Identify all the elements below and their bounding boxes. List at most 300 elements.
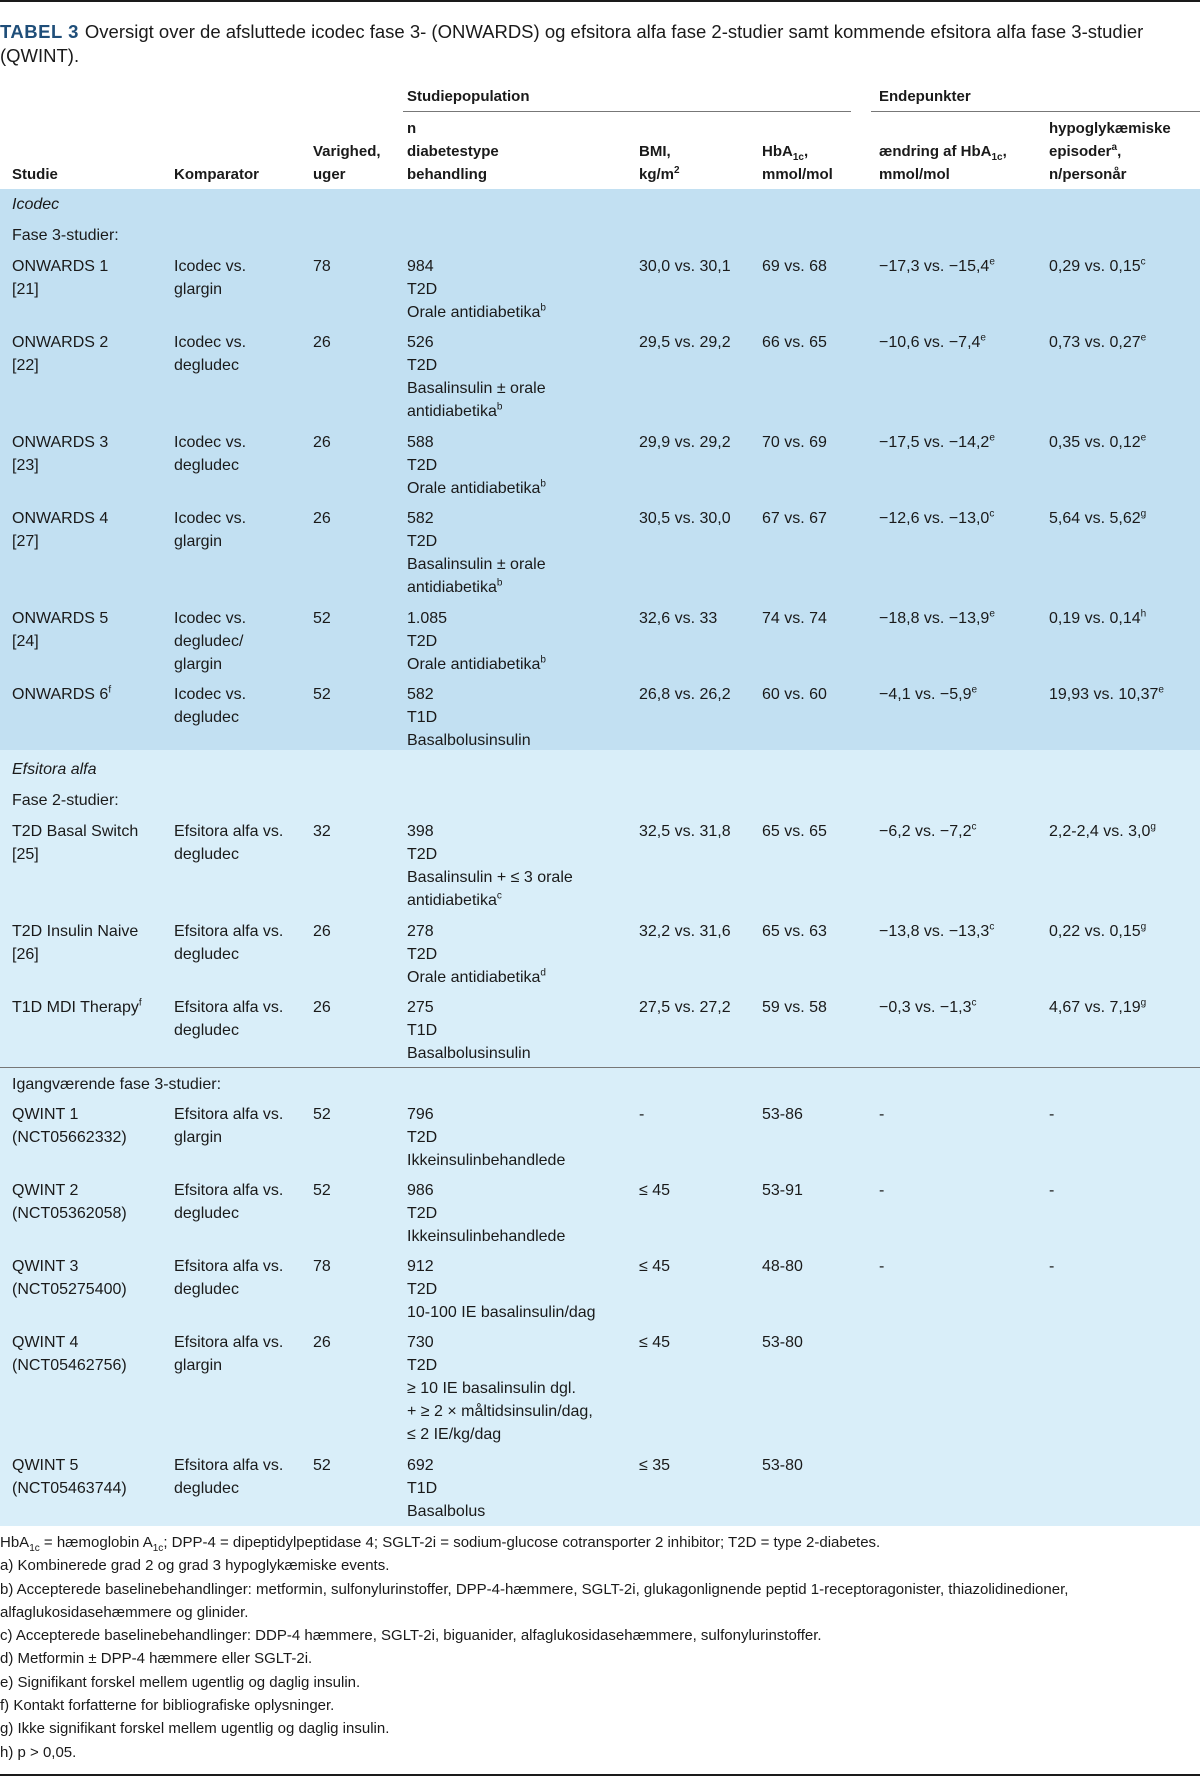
study-line: [26] [12, 946, 39, 963]
population-line: T2D [407, 633, 438, 650]
col-header-change: ændring af HbA$_{1c}$, mmol/mol [879, 143, 1007, 183]
change-value: - [879, 1182, 885, 1199]
bmi-value: 27,5 vs. 27,2 [639, 999, 731, 1016]
comparator-line: Efsitora alfa vs. [174, 1457, 284, 1474]
hba1c-value: 74 vs. 74 [762, 610, 827, 627]
study-line: QWINT 4 [12, 1334, 79, 1351]
cell-study [12, 607, 108, 653]
population-line: T2D [407, 1129, 438, 1146]
population-line: T2D [407, 1205, 438, 1222]
cell-comparator [174, 255, 246, 301]
hypo-value: - [1049, 1182, 1055, 1199]
cell-duration [313, 1331, 331, 1354]
cell-hypo [1049, 255, 1146, 278]
cell-study [12, 507, 108, 553]
comparator-line: Icodec vs. [174, 334, 247, 351]
population-line: 275 [407, 999, 434, 1016]
duration-value: 52 [313, 610, 331, 627]
cell-comparator [174, 1331, 283, 1377]
comparator-line: glargin [174, 1129, 223, 1146]
section-subtitle-ongoing: Igangværende fase 3-studier: [12, 1076, 222, 1093]
population-line: Ikkeinsulinbehandlede [407, 1228, 566, 1245]
bmi-value: ≤ 35 [639, 1457, 671, 1474]
cell-study [12, 331, 108, 377]
cell-duration [313, 1179, 331, 1202]
cell-bmi [639, 1179, 670, 1202]
duration-value: 52 [313, 1457, 331, 1474]
comparator-line: Icodec vs. [174, 434, 247, 451]
table-caption [0, 20, 1160, 68]
cell-hypo [1049, 331, 1146, 354]
cell-hba1c-change [879, 996, 977, 1019]
bmi-value: ≤ 45 [639, 1182, 671, 1199]
study-line: [27] [12, 533, 39, 550]
cell-population [407, 683, 531, 752]
cell-hba1c [762, 1103, 803, 1126]
cell-hba1c-change [879, 920, 994, 943]
top-rule [0, 0, 1200, 2]
cell-duration [313, 607, 331, 630]
hba1c-value: 67 vs. 67 [762, 510, 827, 527]
population-line: 582 [407, 686, 434, 703]
comparator-line: glargin [174, 1357, 223, 1374]
duration-value: 78 [313, 1258, 331, 1275]
hba1c-value: 66 vs. 65 [762, 334, 827, 351]
duration-value: 26 [313, 1334, 331, 1351]
hypo-value: 0,22 vs. 0,15$^g$ [1049, 921, 1147, 940]
duration-value: 52 [313, 686, 331, 703]
comparator-line: Efsitora alfa vs. [174, 1258, 284, 1275]
cell-hba1c [762, 255, 827, 278]
hypo-value: 0,29 vs. 0,15$^c$ [1049, 256, 1146, 275]
comparator-line: degludec [174, 357, 239, 374]
cell-hba1c-change [879, 1255, 884, 1278]
cell-hypo [1049, 996, 1146, 1019]
study-line: (NCT05362058) [12, 1205, 127, 1222]
population-line: Orale antidiabetika$^d$ [407, 967, 546, 986]
footnote-f: f) Kontakt forfatterne for bibliografiske oplysninger. [0, 1697, 335, 1715]
population-line: Basalinsulin + ≤ 3 orale [407, 869, 573, 886]
cell-bmi [639, 1103, 644, 1126]
comparator-line: degludec/ [174, 633, 244, 650]
footnote-e: e) Signifikant forskel mellem ugentlig og daglig insulin. [0, 1673, 361, 1691]
col-header-hypo: hypoglykæmiske episoder$^a$, n/personår [1049, 120, 1171, 183]
cell-comparator [174, 607, 246, 676]
population-line: 730 [407, 1334, 434, 1351]
hba1c-value: 53-91 [762, 1182, 803, 1199]
study-line: [24] [12, 633, 39, 650]
ongoing-separator [0, 1067, 1200, 1068]
cell-hba1c-change [879, 507, 994, 530]
population-line: + ≥ 2 × måltidsinsulin/dag, [407, 1403, 593, 1420]
hba1c-value: 65 vs. 63 [762, 923, 827, 940]
study-line: (NCT05662332) [12, 1129, 127, 1146]
cell-study [12, 996, 142, 1019]
cell-hba1c-change [879, 683, 977, 706]
population-line: Basalbolusinsulin [407, 1045, 531, 1062]
population-line: 10-100 IE basalinsulin/dag [407, 1304, 596, 1321]
cell-population [407, 1255, 596, 1324]
cell-comparator [174, 507, 246, 553]
col-header-comparator: Komparator [174, 166, 260, 183]
cell-duration [313, 920, 331, 943]
population-line: antidiabetika$^b$ [407, 401, 503, 420]
cell-duration [313, 683, 331, 706]
footnote-d: d) Metformin ± DPP-4 hæmmere eller SGLT-2i. [0, 1650, 313, 1668]
section-title-icodec: Icodec [12, 196, 60, 213]
cell-population [407, 996, 531, 1065]
study-line: ONWARDS 5 [12, 610, 109, 627]
footnote-c: c) Accepterede baselinebehandlinger: DDP-4 hæmmere, SGLT-2i, biguanider, alfaglukosidasehæmmere, sulfonylurinstoffer. [0, 1627, 822, 1645]
population-line: T1D [407, 1022, 438, 1039]
comparator-line: Efsitora alfa vs. [174, 1182, 284, 1199]
comparator-line: degludec [174, 709, 239, 726]
population-line: 526 [407, 334, 434, 351]
population-line: 582 [407, 510, 434, 527]
cell-population [407, 920, 546, 989]
cell-hba1c-change [879, 820, 977, 843]
cell-population [407, 607, 546, 676]
hba1c-value: 60 vs. 60 [762, 686, 827, 703]
population-line: T1D [407, 709, 438, 726]
cell-comparator [174, 1179, 283, 1225]
population-line: Basalinsulin ± orale [407, 380, 546, 397]
hypo-value: 5,64 vs. 5,62$^g$ [1049, 508, 1147, 527]
population-line: 796 [407, 1106, 434, 1123]
population-line: 986 [407, 1182, 434, 1199]
bmi-value: ≤ 45 [639, 1258, 671, 1275]
study-line: ONWARDS 4 [12, 510, 109, 527]
population-line: T2D [407, 1281, 438, 1298]
hba1c-value: 59 vs. 58 [762, 999, 827, 1016]
cell-bmi [639, 1331, 670, 1354]
caption-label: TABEL 3 [0, 21, 79, 42]
population-line: T2D [407, 533, 438, 550]
hba1c-value: 69 vs. 68 [762, 258, 827, 275]
cell-duration [313, 1103, 331, 1126]
footnote-b: b) Accepterede baselinebehandlinger: metformin, sulfonylurinstoffer, DPP-4-hæmmere, SGLT-2i, glukagonlignende peptid 1-receptoragonister, thiazolidinedioner, alfaglukosidasehæmmere og glinider. [0, 1580, 1069, 1621]
cell-study [12, 1331, 127, 1377]
population-line: Basalinsulin ± orale [407, 556, 546, 573]
population-line: T2D [407, 457, 438, 474]
population-line: 278 [407, 923, 434, 940]
hba1c-value: 65 vs. 65 [762, 823, 827, 840]
bmi-value: 29,9 vs. 29,2 [639, 434, 731, 451]
comparator-line: degludec [174, 846, 239, 863]
population-line: T2D [407, 281, 438, 298]
duration-value: 26 [313, 334, 331, 351]
study-line: ONWARDS 3 [12, 434, 109, 451]
change-value: −0,3 vs. −1,3$^c$ [879, 997, 977, 1016]
population-line: 1.085 [407, 610, 448, 627]
study-line: (NCT05275400) [12, 1281, 127, 1298]
population-line: T2D [407, 946, 438, 963]
cell-bmi [639, 431, 731, 454]
cell-study [12, 683, 111, 706]
bmi-value: 30,0 vs. 30,1 [639, 258, 731, 275]
cell-hypo [1049, 1179, 1054, 1202]
study-line: QWINT 5 [12, 1457, 79, 1474]
cell-population [407, 331, 546, 423]
cell-hba1c-change [879, 1179, 884, 1202]
study-line: [22] [12, 357, 39, 374]
study-line: QWINT 1 [12, 1106, 79, 1123]
population-line: antidiabetika$^b$ [407, 577, 503, 596]
cell-bmi [639, 507, 731, 530]
study-line: T1D MDI Therapy$^f$ [12, 997, 142, 1016]
cell-population [407, 1103, 565, 1172]
cell-study [12, 820, 138, 866]
cell-hba1c [762, 607, 827, 630]
study-line: ONWARDS 2 [12, 334, 109, 351]
footnote-h: h) p > 0,05. [0, 1743, 77, 1761]
cell-hba1c [762, 1255, 803, 1278]
footnotes [0, 1531, 1196, 1764]
bmi-value: 32,6 vs. 33 [639, 610, 718, 627]
comparator-line: Icodec vs. [174, 610, 247, 627]
comparator-line: glargin [174, 656, 223, 673]
study-line: (NCT05463744) [12, 1480, 127, 1497]
duration-value: 52 [313, 1106, 331, 1123]
cell-hba1c [762, 996, 827, 1019]
cell-bmi [639, 820, 731, 843]
cell-duration [313, 507, 331, 530]
population-line: Basalbolusinsulin [407, 732, 531, 749]
cell-hba1c [762, 1454, 803, 1477]
comparator-line: Efsitora alfa vs. [174, 923, 284, 940]
change-value: - [879, 1258, 885, 1275]
comparator-line: degludec [174, 946, 239, 963]
comparator-line: Efsitora alfa vs. [174, 999, 284, 1016]
cell-hypo [1049, 431, 1146, 454]
hba1c-value: 53-80 [762, 1457, 803, 1474]
section-subtitle-efsitora: Fase 2-studier: [12, 792, 119, 809]
population-line: 692 [407, 1457, 434, 1474]
cell-study [12, 1255, 127, 1301]
col-header-duration: Varighed, uger [313, 143, 381, 183]
hba1c-value: 53-80 [762, 1334, 803, 1351]
cell-bmi [639, 1255, 670, 1278]
population-line: antidiabetika$^c$ [407, 890, 502, 909]
cell-study [12, 431, 108, 477]
cell-hba1c [762, 683, 827, 706]
comparator-line: Efsitora alfa vs. [174, 823, 284, 840]
population-line: 398 [407, 823, 434, 840]
col-header-hba1c: HbA$_{1c}$, mmol/mol [762, 143, 833, 183]
cell-hba1c-change [879, 255, 995, 278]
bmi-value: 26,8 vs. 26,2 [639, 686, 731, 703]
footnote-g: g) Ikke signifikant forskel mellem ugentlig og daglig insulin. [0, 1720, 390, 1738]
study-line: T2D Insulin Naive [12, 923, 139, 940]
study-line: QWINT 2 [12, 1182, 79, 1199]
footnote-a: a) Kombinerede grad 2 og grad 3 hypoglykæmiske events. [0, 1557, 390, 1575]
study-line: QWINT 3 [12, 1258, 79, 1275]
comparator-line: degludec [174, 1281, 239, 1298]
hypo-value: - [1049, 1258, 1055, 1275]
cell-hba1c-change [879, 1103, 884, 1126]
bmi-value: 29,5 vs. 29,2 [639, 334, 731, 351]
cell-bmi [639, 607, 717, 630]
hypo-value: 2,2-2,4 vs. 3,0$^g$ [1049, 821, 1156, 840]
population-line: Orale antidiabetika$^b$ [407, 654, 546, 673]
population-line: Orale antidiabetika$^b$ [407, 302, 546, 321]
change-value: −17,3 vs. −15,4$^e$ [879, 256, 995, 275]
change-value: −18,8 vs. −13,9$^e$ [879, 608, 995, 627]
cell-study [12, 1103, 127, 1149]
cell-study [12, 1454, 127, 1500]
hypo-value: 0,73 vs. 0,27e [1049, 332, 1147, 351]
hypo-value: 0,19 vs. 0,14$^h$ [1049, 608, 1147, 627]
study-line: (NCT05462756) [12, 1357, 127, 1374]
cell-population [407, 255, 546, 324]
bottom-rule [0, 1774, 1200, 1776]
population-line: Ikkeinsulinbehandlede [407, 1152, 566, 1169]
group-header-population: Studiepopulation [407, 88, 530, 105]
cell-population [407, 820, 573, 912]
cell-comparator [174, 1255, 283, 1301]
population-line: T2D [407, 846, 438, 863]
cell-hba1c [762, 1179, 803, 1202]
study-line: [21] [12, 281, 39, 298]
bmi-value: 32,2 vs. 31,6 [639, 923, 731, 940]
cell-hba1c [762, 507, 827, 530]
bmi-value: - [639, 1106, 645, 1123]
duration-value: 26 [313, 510, 331, 527]
change-value: −17,5 vs. −14,2$^e$ [879, 432, 995, 451]
population-line: Basalbolus [407, 1503, 486, 1520]
comparator-line: Icodec vs. [174, 510, 247, 527]
cell-duration [313, 820, 331, 843]
cell-comparator [174, 920, 283, 966]
study-line: [25] [12, 846, 39, 863]
cell-hypo [1049, 683, 1164, 706]
comparator-line: Icodec vs. [174, 686, 247, 703]
cell-comparator [174, 1103, 283, 1149]
population-line: 588 [407, 434, 434, 451]
cell-population [407, 1179, 565, 1248]
cell-duration [313, 1454, 331, 1477]
comparator-line: degludec [174, 1022, 239, 1039]
caption-text: Oversigt over de afsluttede icodec fase 3- (ONWARDS) og efsitora alfa fase 2-studier samt kommende efsitora alfa fase 3-studier (QWINT). [0, 21, 1144, 66]
cell-population [407, 1454, 485, 1523]
cell-study [12, 1179, 127, 1225]
cell-hba1c [762, 431, 827, 454]
comparator-line: Icodec vs. [174, 258, 247, 275]
cell-bmi [639, 331, 731, 354]
change-value: −4,1 vs. −5,9$^e$ [879, 684, 978, 703]
study-line: ONWARDS 6$^f$ [12, 684, 112, 703]
cell-hypo [1049, 820, 1156, 843]
duration-value: 52 [313, 1182, 331, 1199]
cell-duration [313, 431, 331, 454]
population-line: 912 [407, 1258, 434, 1275]
col-header-population: n diabetestype behandling [407, 120, 499, 183]
col-header-bmi: BMI, $kg/m^2$ [639, 143, 680, 183]
cell-hypo [1049, 920, 1146, 943]
cell-bmi [639, 1454, 670, 1477]
cell-duration [313, 255, 331, 278]
cell-hypo [1049, 507, 1146, 530]
cell-comparator [174, 683, 246, 729]
comparator-line: degludec [174, 1205, 239, 1222]
population-line: ≤ 2 IE/kg/dag [407, 1426, 502, 1443]
cell-hba1c [762, 920, 827, 943]
change-value: −13,8 vs. −13,3$^c$ [879, 921, 995, 940]
duration-value: 26 [313, 999, 331, 1016]
population-line: 984 [407, 258, 434, 275]
cell-hba1c [762, 820, 827, 843]
cell-study [12, 255, 108, 301]
population-line: Orale antidiabetika$^b$ [407, 478, 546, 497]
cell-hba1c [762, 331, 827, 354]
cell-population [407, 1331, 593, 1446]
cell-hypo [1049, 1255, 1054, 1278]
col-header-study: Studie [12, 166, 58, 183]
change-value: −12,6 vs. −13,0$^c$ [879, 508, 995, 527]
group-header-population-rule [403, 111, 851, 112]
cell-hba1c-change [879, 607, 995, 630]
comparator-line: Efsitora alfa vs. [174, 1106, 284, 1123]
comparator-line: glargin [174, 533, 223, 550]
bmi-value: 32,5 vs. 31,8 [639, 823, 731, 840]
cell-study [12, 920, 138, 966]
comparator-line: degludec [174, 457, 239, 474]
cell-comparator [174, 996, 283, 1042]
duration-value: 26 [313, 923, 331, 940]
cell-duration [313, 996, 331, 1019]
bmi-value: 30,5 vs. 30,0 [639, 510, 731, 527]
section-title-efsitora: Efsitora alfa [12, 761, 97, 778]
section-subtitle-icodec: Fase 3-studier: [12, 227, 119, 244]
cell-comparator [174, 431, 246, 477]
group-header-endpoints: Endepunkter [879, 88, 971, 105]
group-header-endpoints-rule [871, 111, 1200, 112]
cell-bmi [639, 683, 731, 706]
hypo-value: - [1049, 1106, 1055, 1123]
comparator-line: degludec [174, 1480, 239, 1497]
population-line: T1D [407, 1480, 438, 1497]
duration-value: 78 [313, 258, 331, 275]
cell-hypo [1049, 1103, 1054, 1126]
change-value: −10,6 vs. −7,4$^e$ [879, 332, 986, 351]
study-line: T2D Basal Switch [12, 823, 139, 840]
cell-hypo [1049, 607, 1146, 630]
study-line: ONWARDS 1 [12, 258, 109, 275]
cell-hba1c [762, 1331, 803, 1354]
cell-comparator [174, 820, 283, 866]
population-line: T2D [407, 1357, 438, 1374]
duration-value: 26 [313, 434, 331, 451]
bmi-value: ≤ 45 [639, 1334, 671, 1351]
duration-value: 32 [313, 823, 331, 840]
cell-population [407, 507, 546, 599]
cell-comparator [174, 331, 246, 377]
cell-hba1c-change [879, 431, 995, 454]
change-value: −6,2 vs. −7,2$^c$ [879, 821, 977, 840]
cell-comparator [174, 1454, 283, 1500]
population-line: T2D [407, 357, 438, 374]
hypo-value: 19,93 vs. 10,37e [1049, 684, 1164, 703]
cell-duration [313, 1255, 331, 1278]
population-line: ≥ 10 IE basalinsulin dgl. [407, 1380, 576, 1397]
cell-bmi [639, 255, 731, 278]
cell-hba1c-change [879, 331, 986, 354]
footnote-abbrev: HbA$_{1c}$ = hæmoglobin $A_{1c}$; DPP-4 = dipeptidylpeptidase 4; SGLT-2i = sodium-glucose cotransporter 2 inhibitor; T2D = type 2-diabetes. [0, 1534, 881, 1554]
comparator-line: Efsitora alfa vs. [174, 1334, 284, 1351]
change-value: - [879, 1106, 885, 1123]
comparator-line: glargin [174, 281, 223, 298]
hba1c-value: 70 vs. 69 [762, 434, 827, 451]
